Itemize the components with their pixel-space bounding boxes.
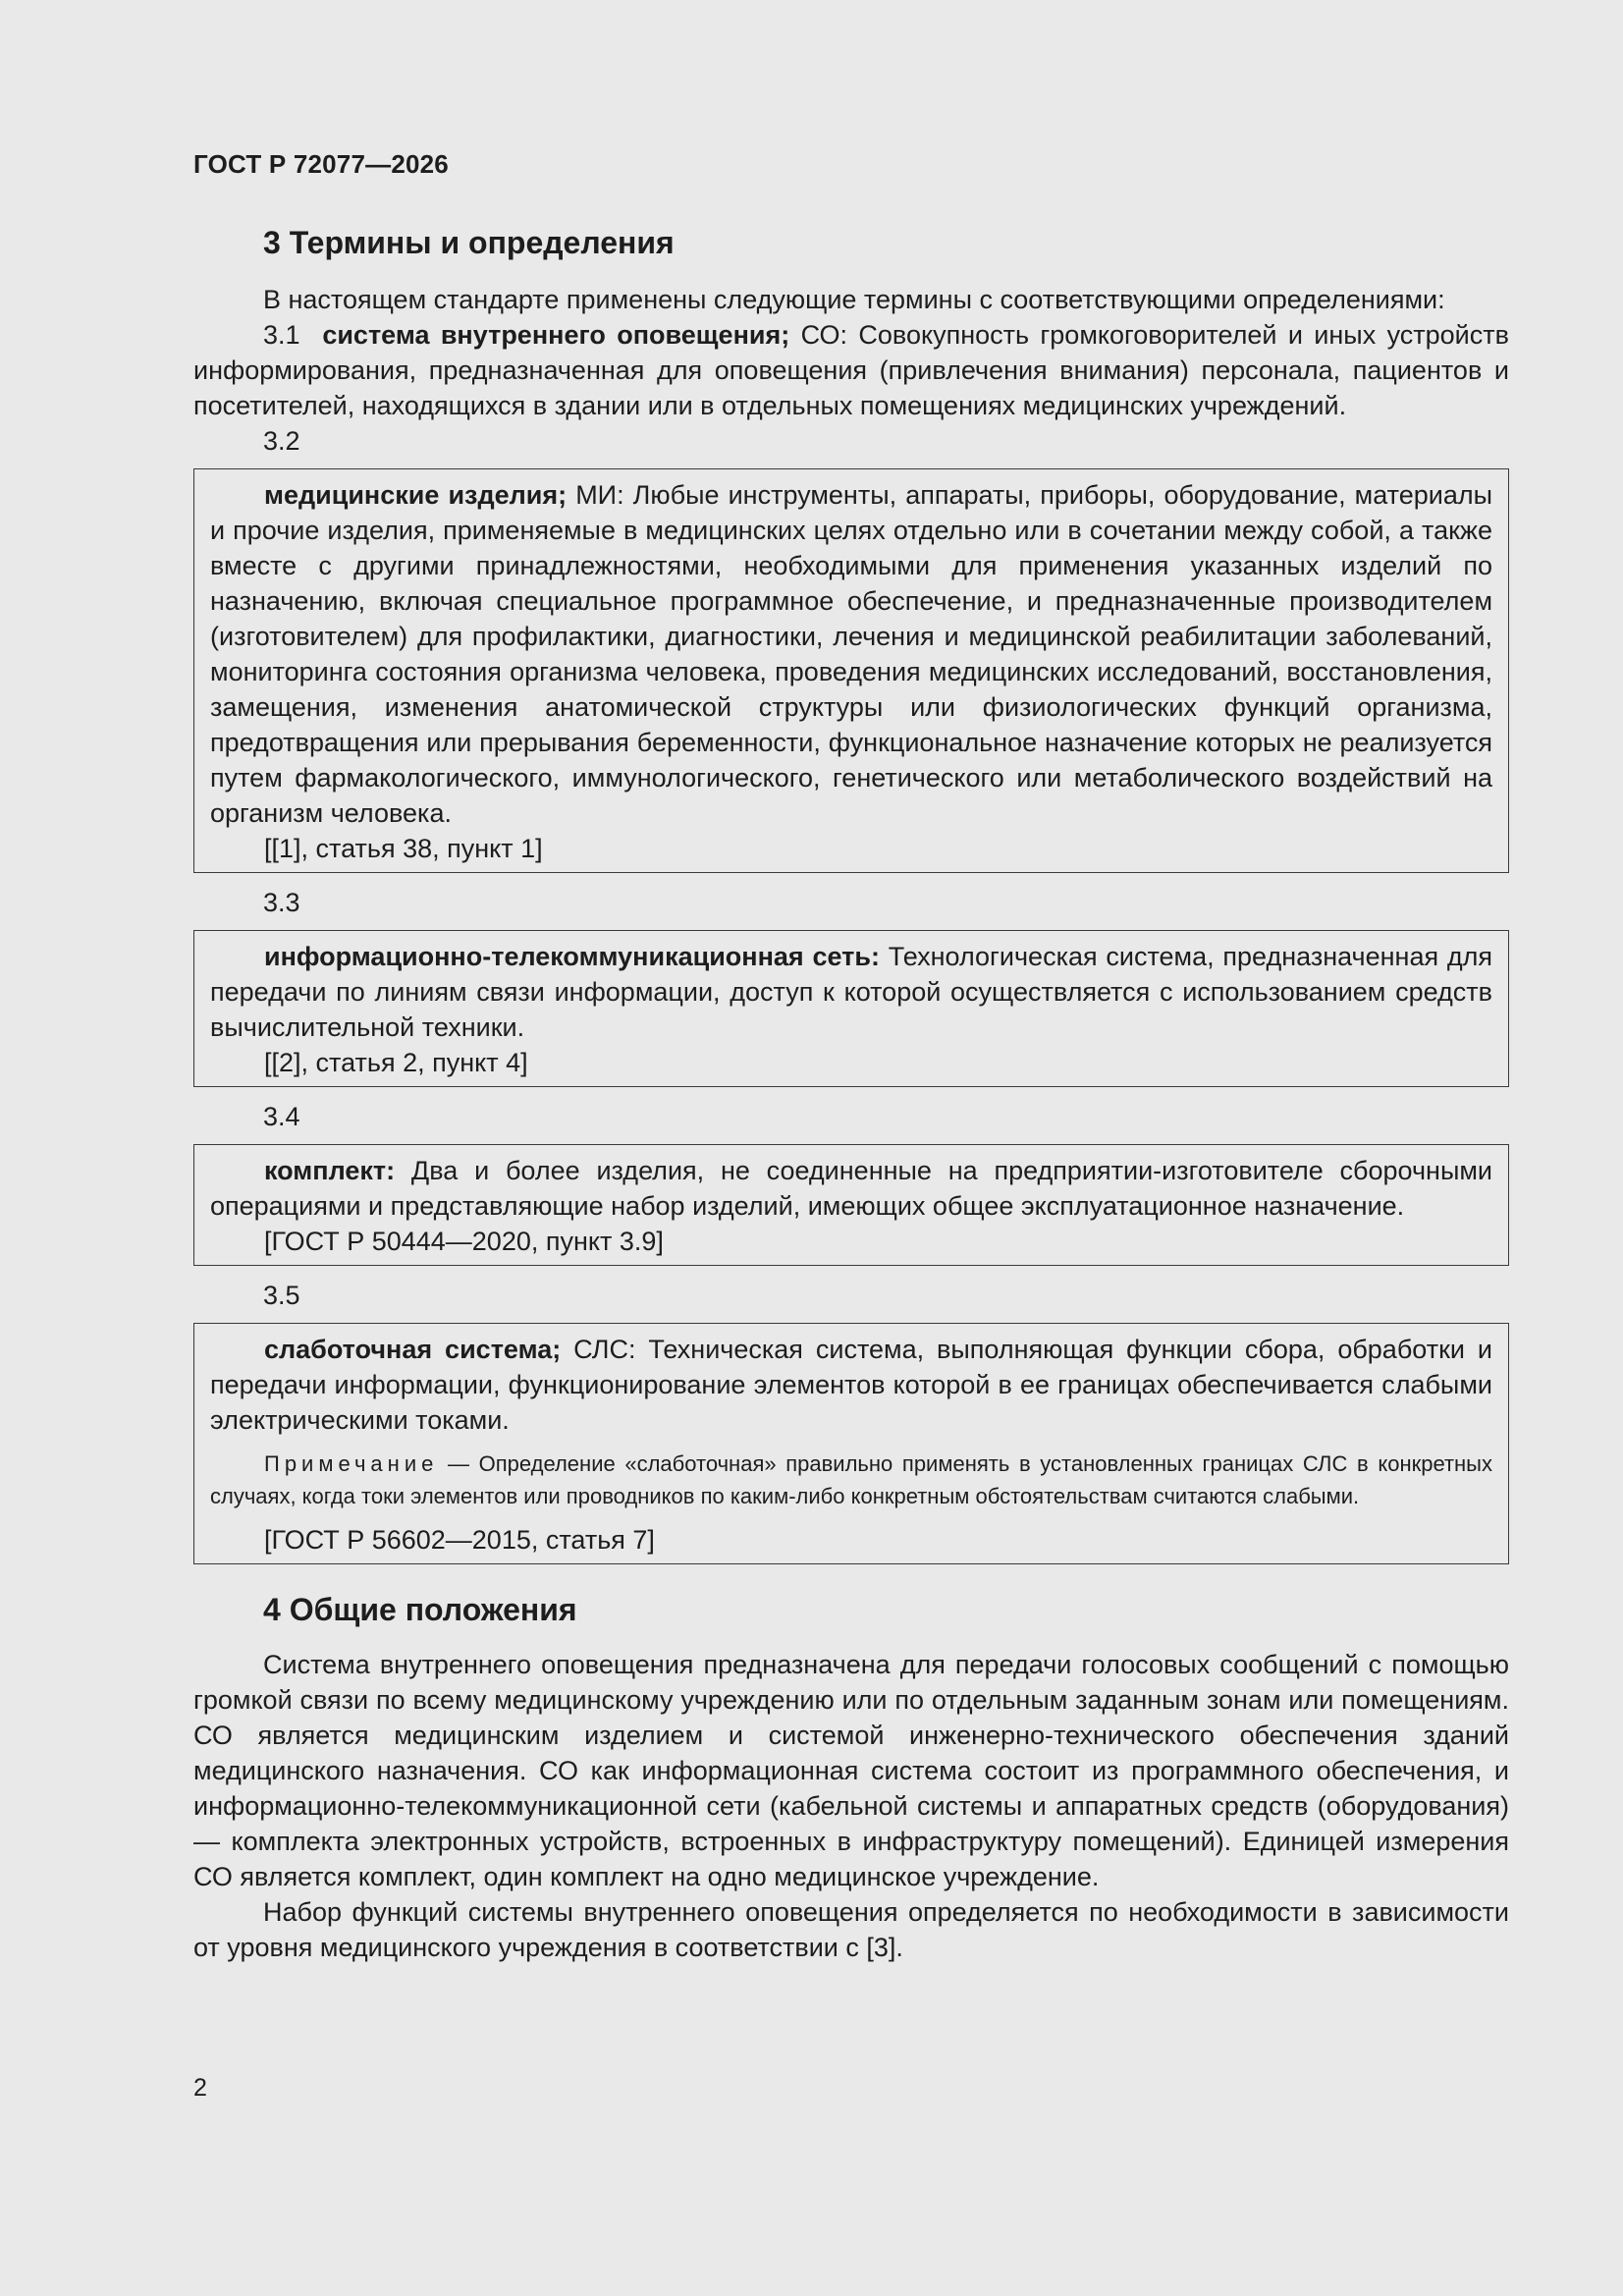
term-definition: МИ: Любые инструменты, аппараты, приборы, оборудование, материалы и прочие изделия, применяемые в медицинских целях отдельно или в сочетании между собой, а также вместе с другими принадлежностями, необходимыми для применения указанных изделий по назначению, включая специальное программное обеспечение, и предназначенные производителем (изготовителем) для профилактики, диагностики, лечения и медицинской реабилитации заболеваний, мониторинга состояния организма человека, проведения медицинских исследований, восстановления, замещения, изменения анатомической структуры или физиологических функций организма, предотвращения или прерывания беременности, функциональное назначение которых не реализуется путем фармакологического, иммунологического, генетического или метаболического воздействий на организм человека.: [210, 480, 1492, 828]
term-3-5-note: [210, 1448, 1492, 1512]
term-3-5-box: [193, 1323, 1509, 1564]
section-4-paragraph-1: Система внутреннего оповещения предназначена для передачи голосовых сообщений с помощью громкой связи по всему медицинскому учреждению или по отдельным заданным зонам или помещениям. СО является медицинским изделием и системой инженерно-технического обеспечения зданий медицинского назначения. СО как информационная система состоит из программного обеспечения, и информационно-телекоммуникационной сети (кабельной системы и аппаратных средств (оборудования) — комплекта электронных устройств, встроенных в инфраструктуру помещений). Единицей измерения СО является комплект, один комплект на одно медицинское учреждение.: [193, 1650, 1509, 1891]
page-number: 2: [193, 2074, 207, 2102]
section-4-paragraph-2: Набор функций системы внутреннего оповещения определяется по необходимости в зависимости от уровня медицинского учреждения в соответствии с [3].: [193, 1897, 1509, 1962]
section-4-title: 4 Общие положения: [263, 1592, 577, 1627]
document-code: ГОСТ Р 72077—2026: [193, 149, 449, 179]
term-3-5-number: 3.5: [263, 1281, 300, 1310]
note-label: Примечание: [264, 1451, 439, 1476]
term-3-3-box: [193, 930, 1509, 1087]
term-name: медицинские изделия;: [264, 480, 568, 510]
term-3-5-source: [ГОСТ Р 56602—2015, статья 7]: [264, 1525, 655, 1555]
term-name: система внутреннего оповещения;: [322, 320, 790, 350]
term-3-4-definition: [210, 1153, 1492, 1224]
section-3-intro: В настоящем стандарте применены следующие термины с соответствующими определениями:: [263, 285, 1445, 314]
page-content: [193, 221, 1509, 1965]
term-3-1: [193, 317, 1509, 423]
term-3-2-box: [193, 468, 1509, 873]
term-3-3-number: 3.3: [263, 888, 300, 917]
term-name: слаботочная система;: [264, 1335, 562, 1364]
section-3-title: 3 Термины и определения: [263, 225, 675, 260]
term-3-2-source: [[1], статья 38, пункт 1]: [264, 834, 543, 863]
term-3-3-source: [[2], статья 2, пункт 4]: [264, 1048, 528, 1077]
term-3-4-box: [193, 1144, 1509, 1266]
term-number: 3.1: [263, 320, 300, 350]
term-definition: СО: Совокупность громкоговорителей и иных устройств информирования, предназначенная для оповещения (привлечения внимания) персонала, пациентов и посетителей, находящихся в здании или в отдельных помещениях медицинских учреждений.: [193, 320, 1509, 420]
note-text: — Определение «слаботочная» правильно применять в установленных границах СЛС в конкретных случаях, когда токи элементов или проводников по каким-либо конкретным обстоятельствам считаются слабыми.: [210, 1451, 1492, 1508]
term-name: информационно-телекоммуникационная сеть:: [264, 942, 880, 971]
term-definition: СЛС: Техническая система, выполняющая функции сбора, обработки и передачи информации, функционирование элементов которой в ее границах обеспечивается слабыми электрическими токами.: [210, 1335, 1492, 1435]
term-3-2-number: 3.2: [263, 426, 300, 456]
term-3-2-definition: [210, 477, 1492, 831]
term-name: комплект:: [264, 1156, 396, 1185]
term-3-4-number: 3.4: [263, 1102, 300, 1131]
term-3-4-source: [ГОСТ Р 50444—2020, пункт 3.9]: [264, 1227, 664, 1256]
term-3-3-definition: [210, 939, 1492, 1045]
term-3-5-definition: [210, 1332, 1492, 1438]
term-definition: Два и более изделия, не соединенные на предприятии-изготовителе сборочными операциями и представляющие набор изделий, имеющих общее эксплуатационное назначение.: [210, 1156, 1492, 1221]
term-definition: Технологическая система, предназначенная для передачи по линиям связи информации, доступ к которой осуществляется с использованием средств вычислительной техники.: [210, 942, 1492, 1042]
